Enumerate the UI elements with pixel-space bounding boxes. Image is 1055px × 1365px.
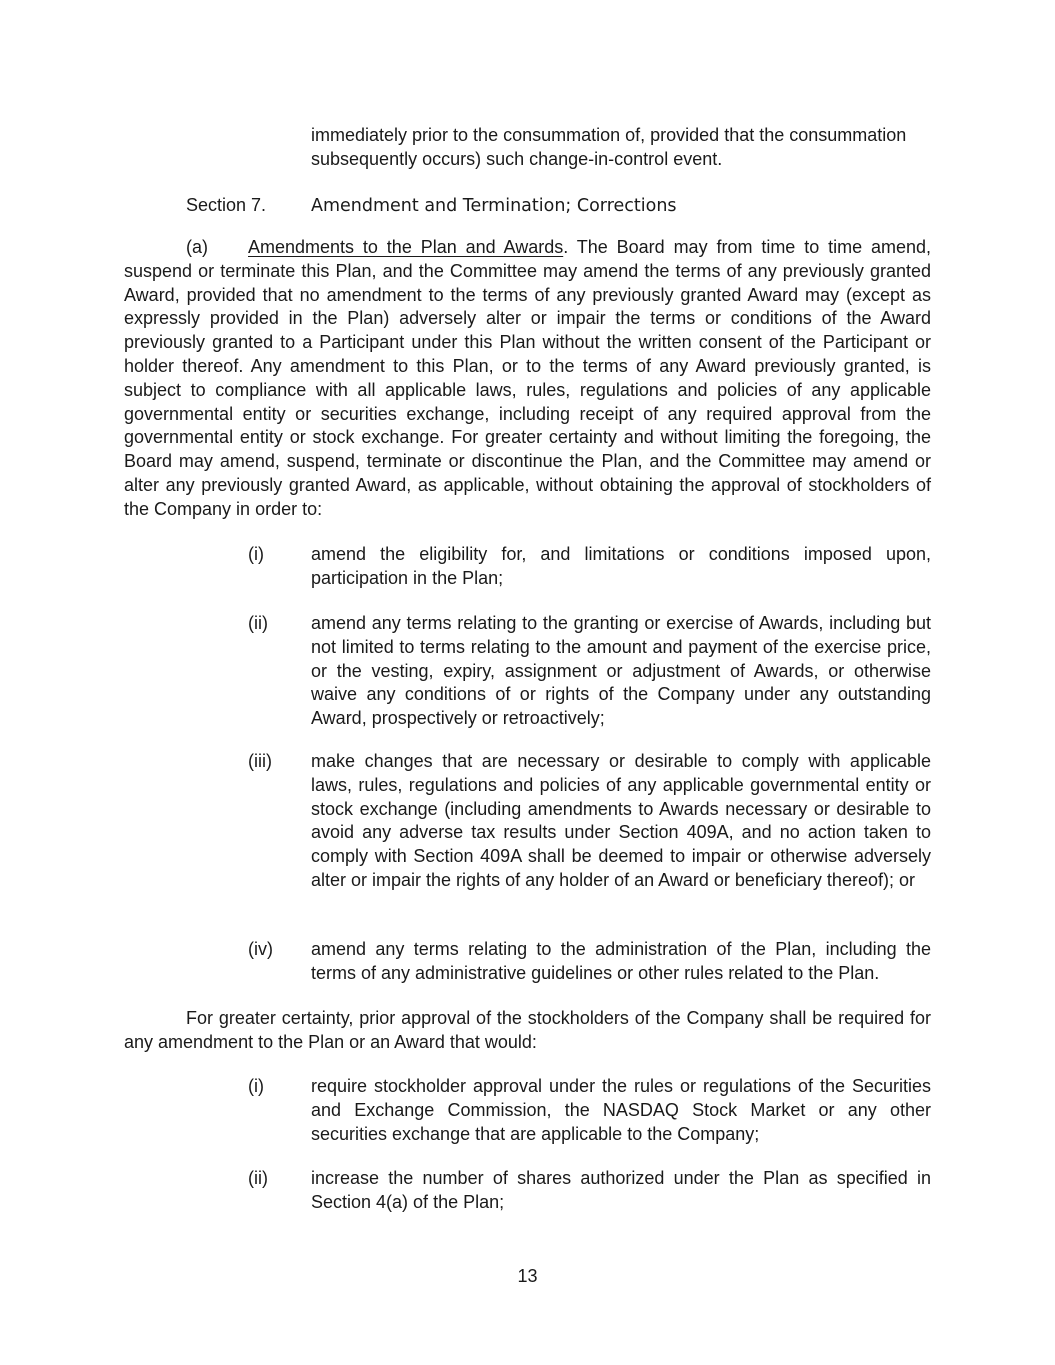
paragraph-a-body: . The Board may from time to time amend, suspend or terminate this Plan, and the Committee may amend the terms of any previously granted Award, provided that no amendment to the terms of any previously granted Award may (except as expressly provided in the Plan) adversely alter or impair the terms or conditions of the Award previously granted to a Participant under this Plan without the written consent of the Participant or holder thereof. Any amendment to this Plan, or to the terms of any Award previously granted, is subject to compliance with all applicable laws, rules, regulations and policies of any applicable governmental entity or securities exchange, including receipt of any required approval from the governmental entity or stock exchange. For greater certainty and without limiting the foregoing, the Board may amend, suspend, terminate or discontinue the Plan, and the Committee may amend or alter any previously granted Award, as applicable, without obtaining the approval of stockholders of the Company in order to: [124,237,931,519]
paragraph-a [124,236,931,522]
paragraph-a-heading: Amendments to the Plan and Awards [248,237,564,257]
section-number: Section 7. [186,195,267,215]
list-item-marker: (iii) [248,751,272,771]
paragraph-a-label: (a) [186,237,208,257]
list-item-text: amend any terms relating to the granting or exercise of Awards, including but not limited to terms relating to the amount and payment of the exercise price, or the vesting, expiry, assignment or adjustment of Awards, or otherwise waive any conditions of or rights of the Company under any outstanding Award, prospectively or retroactively; [311,613,931,729]
list-item-text: make changes that are necessary or desirable to comply with applicable laws, rules, regulations and policies of any applicable governmental entity or stock exchange (including amendments to Awards necessary or desirable to avoid any adverse tax results under Section 409A, and no action taken to comply with Section 409A shall be deemed to impair or otherwise adversely alter or impair the rights of any holder of an Award or beneficiary thereof); or [311,751,931,890]
list-item-marker: (iv) [248,939,273,959]
section-heading [186,192,677,219]
certainty-paragraph: For greater certainty, prior approval of the stockholders of the Company shall be required for any amendment to the Plan or an Award that would: [124,1008,931,1052]
list-item-marker: (ii) [248,613,268,633]
list-item-marker: (i) [248,544,264,564]
list-item-text: require stockholder approval under the rules or regulations of the Securities and Exchange Commission, the NASDAQ Stock Market or any other securities exchange that are applicable to the Company; [311,1076,931,1144]
page-number: 13 [517,1266,538,1286]
list-item-text: increase the number of shares authorized under the Plan as specified in Section 4(a) of the Plan; [311,1168,931,1212]
list-item-marker: (i) [248,1076,264,1096]
section-title: Amendment and Termination; Corrections [311,196,677,216]
list-item-text: amend any terms relating to the administration of the Plan, including the terms of any administrative guidelines or other rules related to the Plan. [311,939,931,983]
lead-paragraph: immediately prior to the consummation of, provided that the consummation subsequently occurs) such change-in-control event. [311,125,907,169]
list-item-marker: (ii) [248,1168,268,1188]
list-item-text: amend the eligibility for, and limitations or conditions imposed upon, participation in the Plan; [311,544,931,588]
